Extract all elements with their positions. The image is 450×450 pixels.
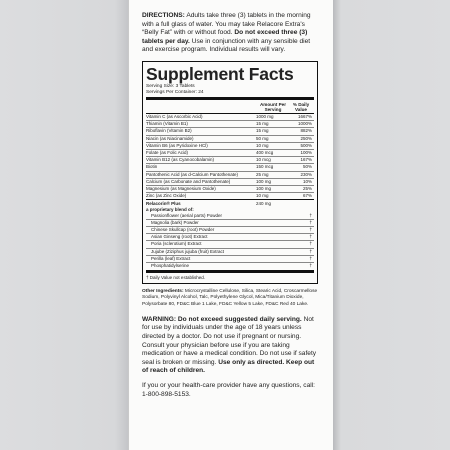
- blend-item-name: Jujube (Ziziphus jujuba (fruit) Extract: [151, 248, 225, 254]
- other-ingredients: [142, 289, 322, 308]
- nutrient-name: Vitamin C (as Ascorbic Acid): [146, 113, 203, 119]
- directions-limit: Do not exceed three (3) tablets per day.: [142, 29, 308, 45]
- table-row: [146, 164, 314, 171]
- blend-item-name: Poria (sclerotium) Extract: [151, 241, 202, 247]
- blend-subtitle: a proprietary blend of:: [146, 207, 194, 212]
- blend-item-dv: †: [309, 227, 312, 232]
- table-row: [146, 263, 314, 269]
- warning-text: Not for use by individuals under the age of 18 years unless directed by a doctor. Do not use if pregnant or nursing. Consult your physician before use if you are taking medication or have a medical condition. Do not use if safety seal is broken or missing.: [142, 315, 317, 366]
- blend-item-name: Passionflower (aerial parts) Powder: [151, 212, 223, 218]
- nutrient-dv: 25%: [302, 186, 312, 191]
- nutrient-dv: 230%: [300, 171, 312, 177]
- nutrient-name: Thiamin (Vitamin B1): [146, 121, 188, 127]
- table-row: [146, 114, 314, 121]
- blend-item-name: Magnolia (bark) Powder: [151, 219, 199, 225]
- supplement-facts-title: Supplement Facts: [146, 63, 294, 84]
- table-row: [146, 172, 314, 179]
- serving-size: Serving Size: 3 Tablets: [146, 83, 195, 89]
- nutrient-rows: [146, 114, 314, 199]
- nutrient-dv: 167%: [300, 157, 312, 163]
- table-row: [146, 186, 314, 193]
- nutrient-name: Magnesium (as Magnesium Oxide): [146, 186, 216, 191]
- table-row: [146, 256, 314, 263]
- table-row: [146, 157, 314, 164]
- nutrient-dv: 250%: [300, 135, 312, 141]
- nutrient-amount: 100 mg: [256, 178, 272, 184]
- nutrient-name: Niacin (as Niacinamide): [146, 135, 194, 141]
- nutrient-amount: 15 mg: [256, 128, 269, 134]
- nutrient-name: Vitamin B12 (as Cyanocobalamin): [146, 157, 214, 163]
- table-row: [146, 213, 314, 220]
- dv-footnote: † Daily Value not established.: [146, 275, 205, 281]
- nutrient-name: Vitamin B6 (as Pyridoxine HCl): [146, 142, 208, 148]
- blend-item-dv: †: [309, 219, 312, 225]
- servings-per-container: Servings Per Container: 24: [146, 89, 204, 95]
- divider-thick: [146, 270, 314, 273]
- facts-header-row: [146, 101, 314, 113]
- blend-item-dv: †: [309, 241, 312, 247]
- nutrient-amount: 1000 mg: [256, 113, 274, 119]
- nutrient-name: Zinc (as Zinc Oxide): [146, 193, 187, 199]
- blend-item-dv: †: [309, 255, 312, 261]
- background-left: [0, 0, 128, 450]
- table-row: [146, 136, 314, 143]
- nutrient-dv: 1667%: [297, 113, 312, 119]
- label-content: [142, 12, 322, 399]
- blend-item-dv: †: [309, 212, 312, 218]
- other-ingredients-text: Microcrystalline Cellulose, Silica, Stearic Acid, Croscarmellose Sodium, Polyvinyl Alcohol, Talc, Polyethylene Glycol, Mica/Titanium Dioxide, Polysorbate 80, FD&C Blue 1 Lake, FD&C Yellow 5 Lake, FD&C Red 40 Lake.: [142, 289, 318, 307]
- nutrient-dv: 882%: [300, 128, 312, 134]
- table-row: [146, 220, 314, 227]
- blend-amount: 240 mg: [256, 201, 272, 207]
- nutrient-amount: 150 mcg: [256, 164, 274, 170]
- nutrient-amount: 10 mg: [256, 193, 269, 199]
- nutrient-dv: 500%: [300, 142, 312, 148]
- table-row: [146, 227, 314, 234]
- nutrient-dv: 10%: [302, 178, 312, 184]
- supplement-facts-panel: [142, 61, 318, 284]
- nutrient-amount: 10 mcg: [256, 157, 271, 163]
- nutrient-name: Riboflavin (Vitamin B2): [146, 128, 192, 134]
- background-right: [333, 0, 450, 450]
- blend-item-dv: †: [309, 248, 312, 254]
- table-row: [146, 193, 314, 199]
- nutrient-amount: 100 mg: [256, 186, 272, 191]
- nutrient-amount: 10 mg: [256, 142, 269, 148]
- contact-info: If you or your health-care provider have any questions, call: 1-800-898-5153.: [142, 381, 315, 398]
- nutrient-dv: 1000%: [297, 121, 312, 127]
- directions-text-1: Adults take three (3) tablets in the morning with a full glass of water. You may take Relacore Extra's “Belly Fat” with or without food.: [142, 12, 311, 37]
- blend-rows: [146, 213, 314, 270]
- nutrient-dv: 50%: [302, 164, 312, 170]
- blend-item-dv: †: [309, 234, 312, 240]
- nutrient-amount: 25 mg: [256, 171, 269, 177]
- table-row: [146, 234, 314, 241]
- table-row: [146, 128, 314, 135]
- warning-section: [142, 316, 322, 376]
- table-row: [146, 121, 314, 128]
- table-row: [146, 150, 314, 157]
- blend-header: [146, 200, 314, 212]
- nutrient-name: Folate (as Folic Acid): [146, 149, 189, 155]
- divider-thick: [146, 97, 314, 100]
- directions-label: DIRECTIONS:: [142, 12, 185, 19]
- col-amount-header: Amount Per Serving: [259, 101, 287, 112]
- nutrient-amount: 15 mg: [256, 121, 269, 127]
- blend-item-name: Chinese Skullcap (root) Powder: [151, 227, 215, 232]
- blend-name: Relacorin® Plus: [146, 201, 181, 207]
- table-row: [146, 249, 314, 256]
- table-row: [146, 241, 314, 248]
- directions-text-2: Use in conjunction with any sensible diet and exercise program. Individual results will vary.: [142, 37, 311, 54]
- warning-heading: WARNING: Do not exceed suggested daily serving.: [142, 315, 302, 323]
- nutrient-dv: 100%: [300, 149, 312, 155]
- col-dv-header: % Daily Value: [292, 101, 310, 112]
- nutrient-amount: 400 mcg: [256, 149, 274, 155]
- table-row: [146, 143, 314, 150]
- blend-item-dv: †: [309, 263, 312, 269]
- nutrient-amount: 50 mg: [256, 135, 269, 141]
- table-row: [146, 179, 314, 186]
- nutrient-name: Pantothenic Acid (as d-Calcium Pantothenate): [146, 171, 239, 177]
- nutrient-name: Biotin: [146, 164, 158, 170]
- blend-item-name: Phosphatidylserine: [151, 263, 190, 269]
- nutrient-name: Calcium (as Carbonate and Pantothenate): [146, 178, 231, 184]
- warning-closing: Use only as directed. Keep out of reach of children.: [142, 358, 315, 375]
- directions-section: [142, 12, 322, 55]
- blend-item-name: Asian Ginseng (root) Extract: [151, 234, 208, 240]
- other-ingredients-label: Other Ingredients:: [142, 289, 184, 295]
- blend-item-name: Perilla (leaf) Extract: [151, 255, 191, 261]
- nutrient-dv: 67%: [302, 193, 312, 199]
